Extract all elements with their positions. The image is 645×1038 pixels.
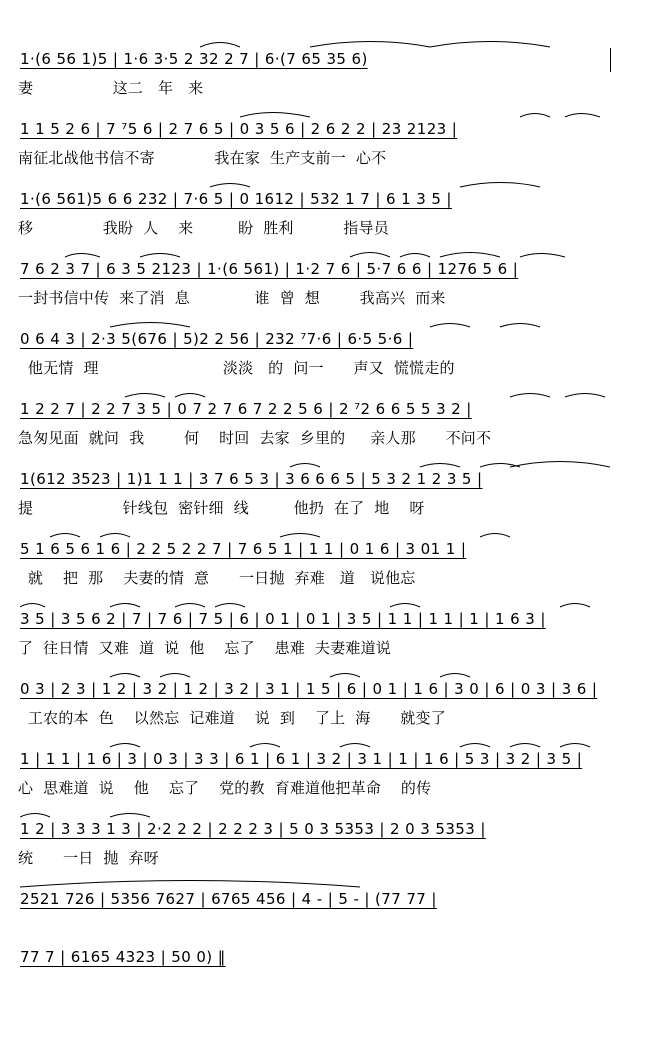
lyric-line	[18, 916, 618, 940]
barline	[610, 48, 611, 72]
score-system	[0, 116, 645, 180]
lyric-line: 就 把 那 夫妻的情 意 一日抛 弃难 道 说他忘	[18, 569, 416, 587]
score-system	[0, 944, 645, 1008]
lyric-line: 妻 这二 年 来	[18, 79, 204, 97]
notation-line: 2521 726 | 5356 7627 | 6765 456 | 4 - | 5 - | (77 77 |	[20, 890, 437, 908]
notation-line: 1 1 5 2 6 | 7 ⁷5 6 | 2 7 6 5 | 0 3 5 6 | 2 6 2 2 | 23 2123 |	[20, 120, 458, 138]
notation-line: 0 6 4 3 | 2·3 5(676 | 5)2 2 56 | 232 ⁷7·6 | 6·5 5·6 |	[20, 330, 414, 348]
score-system	[0, 886, 645, 950]
notation-line: 77 7 | 6165 4323 | 50 0) ‖	[20, 948, 226, 966]
score-system	[0, 256, 645, 320]
score-system	[0, 676, 645, 740]
lyric-line: 一封书信中传 来了消 息 谁 曾 想 我高兴 而来	[18, 289, 446, 307]
lyric-line: 急匆见面 就问 我 何 时回 去家 乡里的 亲人那 不问不	[18, 429, 492, 447]
score-system	[0, 536, 645, 600]
score-system	[0, 816, 645, 880]
notation-line: 1·(6 561)5 6 6 232 | 7·6 5 | 0 1612 | 532 1 7 | 6 1 3 5 |	[20, 190, 452, 208]
notation-line: 1 | 1 1 | 1 6 | 3 | 0 3 | 3 3 | 6 1 | 6 1 | 3 2 | 3 1 | 1 | 1 6 | 5 3 | 3 2 | 3 5 |	[20, 750, 583, 768]
notation-line: 1(612 3523 | 1)1 1 1 | 3 7 6 5 3 | 3 6 6 6 5 | 5 3 2 1 2 3 5 |	[20, 470, 483, 488]
notation-line: 1·(6 56 1)5 | 1·6 3·5 2 32 2 7 | 6·(7 65 35 6)	[20, 50, 368, 68]
notation-line: 7 6 2 3 7 | 6 3 5 2123 | 1·(6 561) | 1·2 7 6 | 5·7 6 6 | 1276 5 6 |	[20, 260, 519, 278]
lyric-line: 移 我盼 人 来 盼 胜利 指导员	[18, 219, 389, 237]
lyric-line: 统 一日 抛 弃呀	[18, 849, 159, 867]
notation-line: 1 2 | 3 3 3 1 3 | 2·2 2 2 | 2 2 2 3 | 5 0 3 5353 | 2 0 3 5353 |	[20, 820, 486, 838]
score-system	[0, 396, 645, 460]
score-system	[0, 746, 645, 810]
score-system	[0, 46, 645, 110]
notation-line: 0 3 | 2 3 | 1 2 | 3 2 | 1 2 | 3 2 | 3 1 | 1 5 | 6 | 0 1 | 1 6 | 3 0 | 6 | 0 3 | 3 6 |	[20, 680, 598, 698]
score-system	[0, 466, 645, 530]
notation-line: 1 2 2 7 | 2 2 7 3 5 | 0 7 2 7 6 7 2 2 5 6 | 2 ⁷2 6 6 5 5 3 2 |	[20, 400, 472, 418]
lyric-line: 工农的本 色 以然忘 记难道 说 到 了上 海 就变了	[18, 709, 446, 727]
lyric-line: 提 针线包 密针细 线 他扔 在了 地 呀	[18, 499, 425, 517]
score-system	[0, 326, 645, 390]
score-system	[0, 186, 645, 250]
lyric-line	[18, 974, 618, 998]
lyric-line: 心 思难道 说 他 忘了 党的教 育难道他把革命 的传	[18, 779, 432, 797]
lyric-line: 南征北战他书信不寄 我在家 生产支前一 心不	[18, 149, 387, 167]
score-system	[0, 606, 645, 670]
notation-line: 5 1 6 5 6 1 6 | 2 2 5 2 2 7 | 7 6 5 1 | 1 1 | 0 1 6 | 3 01 1 |	[20, 540, 467, 558]
lyric-line: 了 往日情 又难 道 说 他 忘了 患难 夫妻难道说	[18, 639, 391, 657]
notation-line: 3 5 | 3 5 6 2 | 7 | 7 6 | 7 5 | 6 | 0 1 | 0 1 | 3 5 | 1 1 | 1 1 | 1 | 1 6 3 |	[20, 610, 546, 628]
lyric-line: 他无情 理 淡淡 的 问一 声又 慌慌走的	[18, 359, 455, 377]
